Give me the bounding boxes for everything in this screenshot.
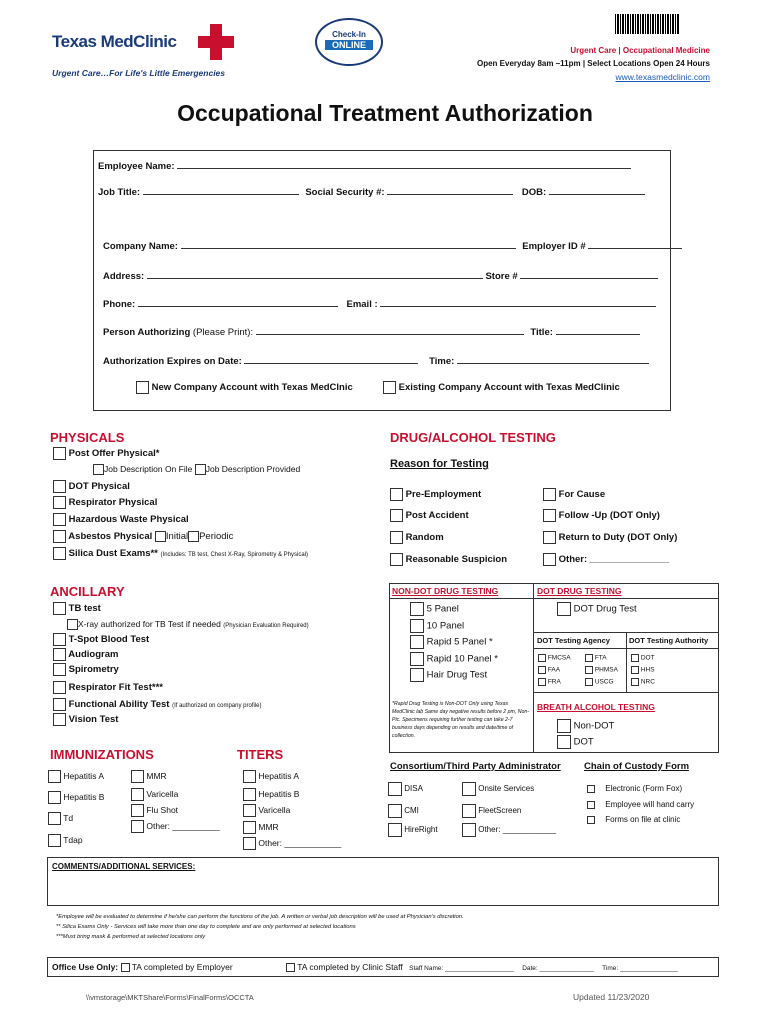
titer-hepb-row — [243, 788, 299, 801]
ta-clinic-label: TA completed by Clinic Staff — [297, 962, 403, 972]
faa-label: FAA — [547, 666, 561, 674]
suspicion-checkbox[interactable] — [390, 553, 403, 566]
imm-mmr-label: MMR — [146, 770, 167, 781]
hazardous-row — [53, 513, 189, 526]
imm-td-row — [48, 812, 73, 825]
titers-heading: TITERS — [237, 747, 284, 762]
respirator-physical-checkbox[interactable] — [53, 496, 66, 509]
dot-physical-checkbox[interactable] — [53, 480, 66, 493]
asbestos-checkbox[interactable] — [53, 530, 66, 543]
logo-text: Texas MedClinic — [52, 32, 177, 51]
respirator-physical-row — [53, 496, 157, 509]
breath-nondot-checkbox[interactable] — [557, 719, 571, 733]
imm-hepa-checkbox[interactable] — [48, 770, 61, 783]
consortium-other-label: Other: ____________ — [478, 825, 557, 835]
rapid5-checkbox[interactable] — [410, 635, 424, 649]
nondot-heading: NON-DOT DRUG TESTING — [392, 586, 499, 596]
barcode — [615, 14, 680, 34]
tspot-label: T-Spot Blood Test — [68, 634, 150, 646]
authority-heading: DOT Testing Authority — [629, 636, 709, 645]
office-row — [52, 962, 233, 972]
silica-note: (Includes: TB test, Chest X-Ray, Spirometry & Physical) — [160, 552, 309, 559]
silica-label: Silica Dust Exams** — [68, 548, 158, 560]
employee-name-label: Employee Name: — [98, 161, 175, 172]
physicals-heading: PHYSICALS — [50, 430, 125, 445]
return-label: Return to Duty (DOT Only) — [558, 532, 678, 544]
hireright-checkbox[interactable] — [388, 823, 402, 837]
checkin-bottom: ONLINE — [325, 40, 373, 50]
company-name-field[interactable] — [181, 240, 516, 249]
tb-row — [53, 602, 101, 615]
silica-row — [53, 547, 308, 560]
fmcsa-label: FMCSA — [547, 654, 571, 662]
employee-name-row — [98, 160, 631, 172]
dot-test-checkbox[interactable] — [557, 602, 571, 616]
electronic-checkbox[interactable] — [587, 785, 595, 793]
initial-label: Initial — [165, 531, 189, 543]
auth-dot-checkbox[interactable] — [631, 654, 639, 662]
functional-note: (If authorized on company profile) — [172, 703, 262, 710]
onsite-label: Onsite Services — [478, 784, 535, 794]
imm-hepb-row — [48, 791, 104, 804]
random-row — [390, 531, 444, 544]
xray-checkbox[interactable] — [67, 619, 78, 630]
dob-field[interactable] — [549, 186, 645, 195]
titer-mmr-label: MMR — [258, 821, 279, 832]
fit-label: Respirator Fit Test*** — [68, 682, 163, 694]
footnote-1: *Employee will be evaluated to determine if he/she can perform the functions of the job. A written or verbal job description will be used at Physician's discretion. — [56, 914, 464, 920]
uscg-row — [585, 678, 614, 686]
fmcsa-checkbox[interactable] — [538, 654, 546, 662]
functional-checkbox[interactable] — [53, 698, 66, 711]
rapid5-label: Rapid 5 Panel * — [426, 636, 493, 648]
fra-row — [538, 678, 561, 686]
dot-test-row — [557, 602, 637, 616]
imm-varicella-row — [131, 788, 178, 801]
uscg-checkbox[interactable] — [585, 678, 593, 686]
checkin-online-badge[interactable] — [315, 18, 383, 66]
cmi-checkbox[interactable] — [388, 804, 402, 818]
functional-label: Functional Ability Test — [68, 699, 170, 711]
time-field[interactable] — [457, 355, 649, 364]
functional-row — [53, 698, 261, 711]
imm-other-label: Other: __________ — [146, 820, 220, 831]
drug-heading: DRUG/ALCOHOL TESTING — [390, 430, 556, 445]
titer-other-row — [243, 837, 341, 850]
account-row — [136, 381, 353, 394]
auth-dot-row — [631, 654, 655, 662]
onsite-row — [462, 782, 534, 796]
grid-horizontal-line — [389, 598, 719, 599]
ta-employer-checkbox[interactable] — [121, 963, 130, 972]
suspicion-label: Reasonable Suspicion — [405, 554, 508, 566]
random-label: Random — [405, 532, 444, 544]
checkin-top: Check-In — [332, 30, 366, 39]
breath-nondot-label: Non-DOT — [573, 720, 615, 732]
dot-physical-label: DOT Physical — [68, 481, 130, 493]
existing-account-checkbox[interactable] — [383, 381, 396, 394]
address-field[interactable] — [147, 270, 483, 279]
hand-carry-label: Employee will hand carry — [605, 800, 695, 809]
breath-dot-label: DOT — [573, 736, 594, 748]
job-title-label: Job Title: — [98, 187, 141, 198]
hand-carry-checkbox[interactable] — [587, 801, 595, 809]
services-line: Urgent Care | Occupational Medicine — [570, 46, 710, 55]
hazardous-label: Hazardous Waste Physical — [68, 514, 189, 526]
phmsa-checkbox[interactable] — [585, 666, 593, 674]
breath-dot-row — [557, 735, 594, 749]
tb-checkbox[interactable] — [53, 602, 66, 615]
person-field[interactable] — [256, 326, 524, 335]
job-desc-row — [93, 464, 300, 475]
post-row — [390, 509, 469, 522]
imm-flu-checkbox[interactable] — [131, 804, 144, 817]
initial-checkbox[interactable] — [155, 531, 166, 542]
imm-other-row — [131, 820, 220, 833]
vision-checkbox[interactable] — [53, 713, 66, 726]
office-label: Office Use Only: — [52, 962, 119, 972]
electronic-label: Electronic (Form Fox) — [605, 784, 683, 793]
fleet-checkbox[interactable] — [462, 804, 476, 818]
email-label: Email : — [346, 299, 378, 310]
periodic-label: Periodic — [199, 531, 234, 543]
job-desc-provided-label: Job Description Provided — [205, 464, 301, 474]
job-desc-file-label: Job Description On File — [104, 464, 193, 474]
pre-checkbox[interactable] — [390, 488, 403, 501]
person-title-field[interactable] — [556, 326, 640, 335]
nrc-checkbox[interactable] — [631, 678, 639, 686]
pre-row — [390, 488, 481, 501]
spirometry-label: Spirometry — [68, 664, 119, 676]
logo — [52, 22, 252, 82]
store-field[interactable] — [520, 270, 658, 279]
footnote-3: ***Must bring mask & performed at selected locations only — [56, 934, 206, 940]
footer-updated: Updated 11/23/2020 — [573, 992, 650, 1002]
imm-tdap-checkbox[interactable] — [48, 834, 61, 847]
imm-flu-label: Flu Shot — [146, 804, 179, 815]
drug-other-row — [543, 553, 669, 566]
on-file-row — [587, 815, 680, 824]
on-file-checkbox[interactable] — [587, 816, 595, 824]
panel10-checkbox[interactable] — [410, 619, 424, 633]
xray-note: (Physician Evaluation Required) — [223, 623, 309, 629]
periodic-checkbox[interactable] — [188, 531, 199, 542]
page-title: Occupational Treatment Authorization — [177, 100, 593, 126]
imm-mmr-row — [131, 770, 167, 783]
hours-line: Open Everyday 8am –11pm | Select Locations Open 24 Hours — [477, 59, 710, 68]
spirometry-checkbox[interactable] — [53, 663, 66, 676]
breath-dot-checkbox[interactable] — [557, 735, 571, 749]
imm-flu-row — [131, 804, 178, 817]
employer-id-label: Employer ID # — [522, 241, 586, 252]
cause-row — [543, 488, 605, 501]
fmcsa-row — [538, 654, 571, 662]
fleet-row — [462, 804, 521, 818]
tagline: Urgent Care…For Life's Little Emergencies — [52, 68, 226, 78]
fra-checkbox[interactable] — [538, 678, 546, 686]
hhs-label: HHS — [640, 666, 655, 674]
follow-checkbox[interactable] — [543, 509, 556, 522]
immunizations-heading: IMMUNIZATIONS — [50, 747, 154, 762]
titer-other-label: Other: ____________ — [258, 837, 342, 848]
titer-hepa-checkbox[interactable] — [243, 770, 256, 783]
vision-label: Vision Test — [68, 714, 119, 726]
disa-label: DISA — [404, 784, 423, 794]
hair-row — [410, 668, 487, 682]
hand-carry-row — [587, 800, 694, 809]
address-label: Address: — [103, 271, 145, 282]
cmi-label: CMI — [404, 806, 419, 816]
asbestos-row — [53, 530, 233, 543]
new-account-label: New Company Account with Texas MedClnic — [151, 382, 353, 394]
ta-clinic-checkbox[interactable] — [286, 963, 295, 972]
faa-checkbox[interactable] — [538, 666, 546, 674]
audiogram-label: Audiogram — [68, 649, 119, 661]
breath-nondot-row — [557, 719, 614, 733]
asbestos-label: Asbestos Physical — [68, 531, 153, 543]
custody-heading: Chain of Custody Form — [584, 761, 690, 772]
imm-tdap-row — [48, 834, 83, 847]
faa-row — [538, 666, 560, 674]
tb-label: TB test — [68, 603, 101, 615]
hazardous-checkbox[interactable] — [53, 513, 66, 526]
xray-label: X-ray authorized for TB Test if needed — [78, 619, 221, 629]
return-checkbox[interactable] — [543, 531, 556, 544]
disa-checkbox[interactable] — [388, 782, 402, 796]
expires-field[interactable] — [244, 355, 418, 364]
store-label: Store # — [485, 271, 518, 282]
imm-td-label: Td — [63, 812, 74, 823]
expires-row — [103, 355, 649, 367]
job-desc-file-checkbox[interactable] — [93, 464, 104, 475]
imm-hepa-label: Hepatitis A — [63, 770, 105, 781]
tspot-row — [53, 633, 149, 646]
return-row — [543, 531, 677, 544]
cause-label: For Cause — [558, 489, 606, 501]
ssn-label: Social Security #: — [305, 187, 385, 198]
footer-path: \\vmstorage\MKTShare\Forms\FinalForms\OCCTA — [86, 993, 254, 1002]
website-link[interactable]: www.texasmedclinic.com — [615, 72, 710, 82]
tspot-checkbox[interactable] — [53, 633, 66, 646]
random-checkbox[interactable] — [390, 531, 403, 544]
time-office-label: Time: ________________ — [602, 965, 678, 972]
consortium-other-row — [462, 823, 556, 837]
phone-field[interactable] — [138, 298, 338, 307]
company-name-label: Company Name: — [103, 241, 178, 252]
rapid-note: *Rapid Drug Testing is Non-DOT Only using Texas MedClinic lab Same day negative results before 2 pm, Non-Pic. Specimens requiring further testing can take 2-7 business days depending on results and date/time of collection. — [392, 701, 529, 740]
imm-tdap-label: Tdap — [63, 834, 83, 845]
phone-row — [103, 298, 656, 310]
breath-heading: BREATH ALCOHOL TESTING — [537, 702, 655, 712]
dot-test-label: DOT Drug Test — [573, 603, 637, 615]
panel10-row — [410, 619, 464, 633]
follow-row — [543, 509, 660, 522]
phone-label: Phone: — [103, 299, 136, 310]
xray-row — [67, 619, 309, 630]
fit-row — [53, 681, 163, 694]
on-file-label: Forms on file at clinic — [605, 815, 681, 824]
imm-varicella-label: Varicella — [146, 788, 179, 799]
ssn-field[interactable] — [387, 186, 513, 195]
comments-label: COMMENTS/ADDITIONAL SERVICES: — [52, 862, 196, 871]
cause-checkbox[interactable] — [543, 488, 556, 501]
drug-other-label: Other: _______________ — [558, 554, 670, 566]
titer-mmr-row — [243, 821, 279, 834]
titer-hepa-row — [243, 770, 299, 783]
new-account-checkbox[interactable] — [136, 381, 149, 394]
time-label: Time: — [429, 356, 455, 367]
drug-other-checkbox[interactable] — [543, 553, 556, 566]
follow-label: Follow -Up (DOT Only) — [558, 510, 660, 522]
titer-hepa-label: Hepatitis A — [258, 770, 300, 781]
expires-label: Authorization Expires on Date: — [103, 356, 242, 367]
existing-account-row — [383, 381, 620, 394]
hair-checkbox[interactable] — [410, 668, 424, 682]
titer-varicella-label: Varicella — [258, 804, 291, 815]
vision-row — [53, 713, 118, 726]
silica-checkbox[interactable] — [53, 547, 66, 560]
hhs-row — [631, 666, 655, 674]
dob-label: DOB: — [521, 187, 547, 198]
titer-varicella-checkbox[interactable] — [243, 804, 256, 817]
address-row — [103, 270, 658, 282]
job-desc-provided-checkbox[interactable] — [195, 464, 206, 475]
nrc-row — [631, 678, 655, 686]
imm-hepb-checkbox[interactable] — [48, 791, 61, 804]
existing-account-label: Existing Company Account with Texas MedClinic — [398, 382, 620, 394]
ta-clinic-row — [286, 962, 678, 972]
agency-table-divider — [626, 632, 627, 692]
imm-hepb-label: Hepatitis B — [63, 791, 105, 802]
respirator-physical-label: Respirator Physical — [68, 497, 158, 509]
post-label: Post Accident — [405, 510, 469, 522]
rapid10-checkbox[interactable] — [410, 652, 424, 666]
medical-cross-icon — [198, 24, 234, 60]
agency-table-line-end — [533, 692, 719, 693]
dot-heading: DOT DRUG TESTING — [537, 586, 622, 596]
person-hint: (Please Print): — [192, 327, 254, 338]
fta-row — [585, 654, 607, 662]
auth-dot-label: DOT — [640, 654, 655, 662]
imm-hepa-row — [48, 770, 104, 783]
footnote-2: ** Silica Exams Only - Services will take more than one day to complete and are only performed at selected locations — [56, 924, 356, 930]
disa-row — [388, 782, 423, 796]
titer-varicella-row — [243, 804, 290, 817]
person-row — [103, 326, 640, 338]
panel10-label: 10 Panel — [426, 620, 465, 632]
employee-name-field[interactable] — [177, 160, 631, 169]
audiogram-checkbox[interactable] — [53, 648, 66, 661]
titer-mmr-checkbox[interactable] — [243, 821, 256, 834]
titer-hepb-checkbox[interactable] — [243, 788, 256, 801]
hireright-label: HireRight — [404, 825, 438, 835]
hair-label: Hair Drug Test — [426, 669, 488, 681]
panel5-checkbox[interactable] — [410, 602, 424, 616]
imm-other-checkbox[interactable] — [131, 820, 144, 833]
consortium-heading: Consortium/Third Party Administrator — [390, 761, 561, 772]
spirometry-row — [53, 663, 119, 676]
fta-checkbox[interactable] — [585, 654, 593, 662]
person-title-label: Title: — [530, 327, 553, 338]
imm-mmr-checkbox[interactable] — [131, 770, 144, 783]
date-label: Date: _______________ — [522, 965, 594, 972]
hireright-row — [388, 823, 438, 837]
post-offer-row — [53, 447, 159, 460]
ancillary-heading: ANCILLARY — [50, 584, 125, 599]
company-name-row — [103, 240, 682, 252]
suspicion-row — [390, 553, 507, 566]
pre-label: Pre-Employment — [405, 489, 482, 501]
audiogram-row — [53, 648, 118, 661]
hhs-checkbox[interactable] — [631, 666, 639, 674]
phmsa-label: PHMSA — [594, 666, 618, 674]
ta-employer-label: TA completed by Employer — [131, 962, 233, 972]
fta-label: FTA — [594, 654, 607, 662]
employer-id-field[interactable] — [588, 240, 682, 249]
phmsa-row — [585, 666, 618, 674]
panel5-row — [410, 602, 459, 616]
person-label: Person Authorizing — [103, 327, 191, 338]
titer-other-checkbox[interactable] — [243, 837, 256, 850]
imm-td-checkbox[interactable] — [48, 812, 61, 825]
nrc-label: NRC — [640, 678, 655, 686]
rapid10-label: Rapid 10 Panel * — [426, 653, 498, 665]
staff-label: Staff Name: ___________________ — [409, 965, 514, 972]
uscg-label: USCG — [594, 678, 614, 686]
fra-label: FRA — [547, 678, 561, 686]
consortium-other-checkbox[interactable] — [462, 823, 476, 837]
reason-heading: Reason for Testing — [390, 458, 489, 470]
agency-heading: DOT Testing Agency — [537, 636, 610, 645]
electronic-row — [587, 784, 682, 793]
cmi-row — [388, 804, 419, 818]
job-title-field[interactable] — [143, 186, 299, 195]
onsite-checkbox[interactable] — [462, 782, 476, 796]
dot-physical-row — [53, 480, 130, 493]
panel5-label: 5 Panel — [426, 603, 459, 615]
fleet-label: FleetScreen — [478, 806, 522, 816]
imm-varicella-checkbox[interactable] — [131, 788, 144, 801]
post-checkbox[interactable] — [390, 509, 403, 522]
titer-hepb-label: Hepatitis B — [258, 788, 300, 799]
grid-vertical-line — [533, 583, 534, 753]
job-title-row — [98, 186, 645, 198]
post-offer-checkbox[interactable] — [53, 447, 66, 460]
email-field[interactable] — [380, 298, 656, 307]
rapid5-row — [410, 635, 493, 649]
rapid10-row — [410, 652, 498, 666]
post-offer-label: Post Offer Physical* — [68, 448, 160, 460]
fit-checkbox[interactable] — [53, 681, 66, 694]
